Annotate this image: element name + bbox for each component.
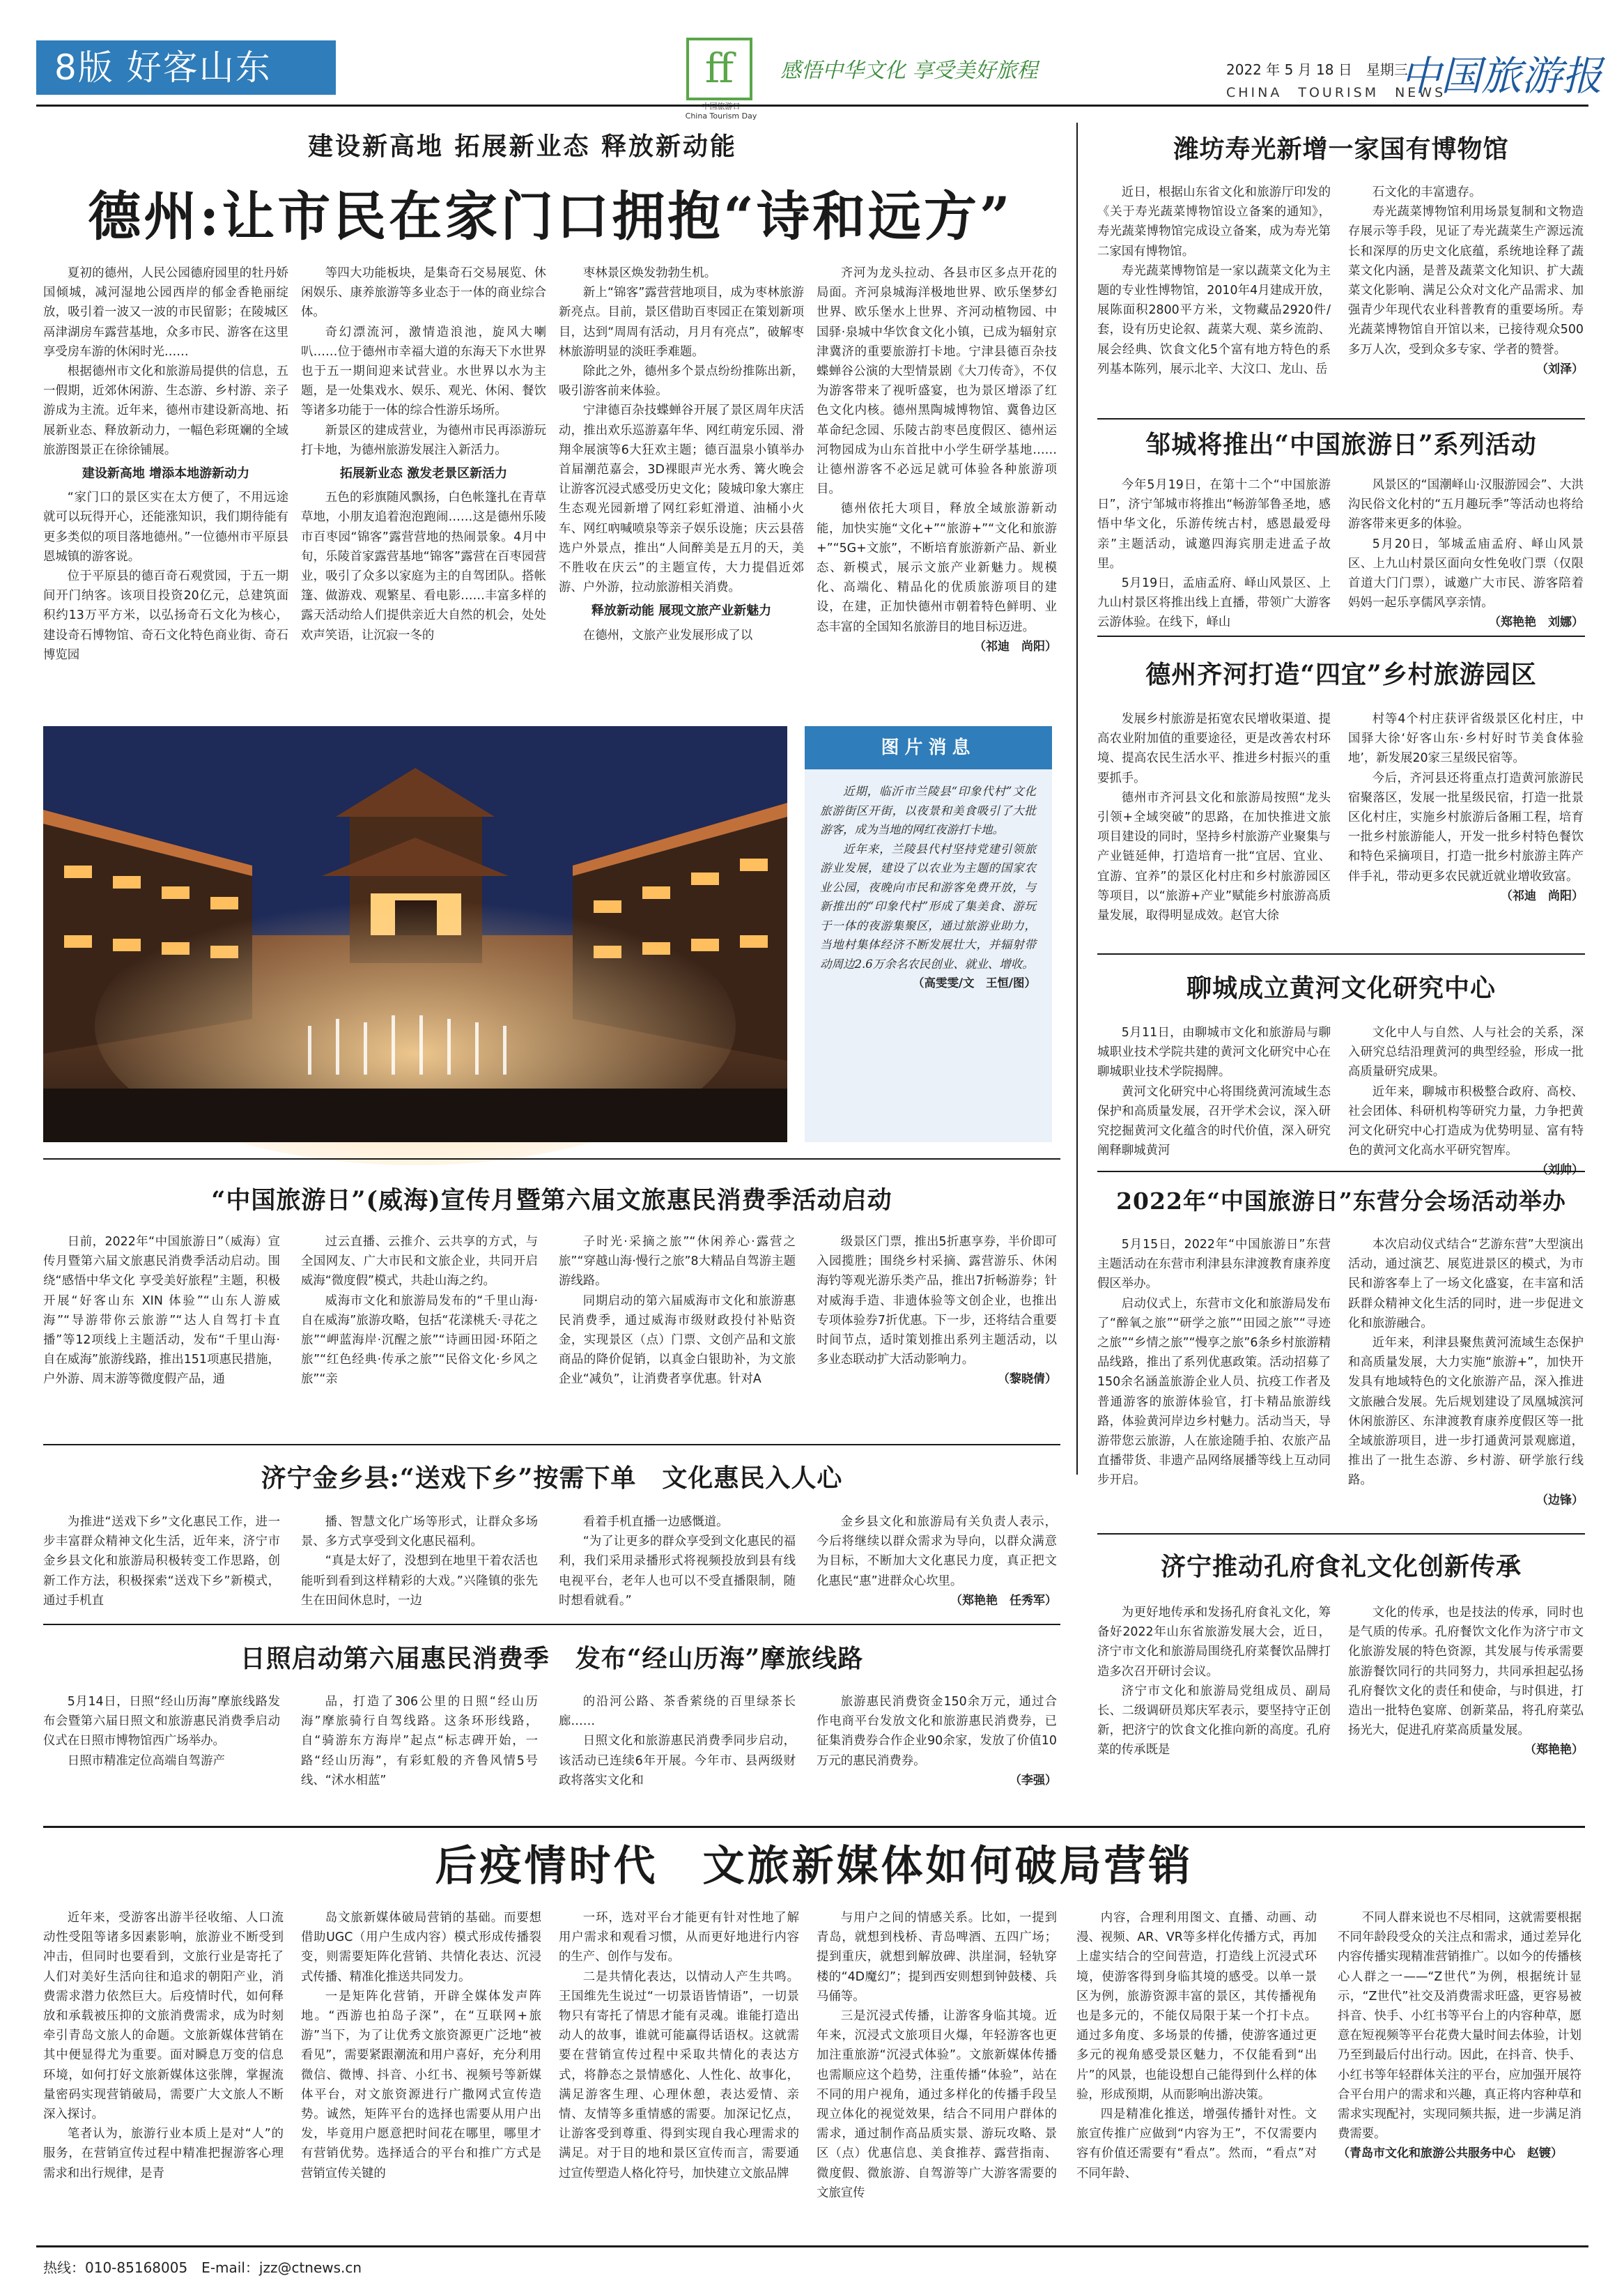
rizhao-col-3 [559, 1692, 796, 1797]
media-col-4 [817, 1908, 1057, 2236]
section-rule [1097, 953, 1585, 955]
paragraph: 为更好地传承和发扬孔府食礼文化，筹备好2022年山东省旅游发展大会，近日，济宁市文化和旅游局围绕孔府菜餐饮品牌打造多次召开研讨会议。 [1097, 1606, 1331, 1679]
qihe-col-1 [1097, 709, 1331, 946]
section-rule [1097, 1533, 1585, 1535]
paragraph: 德州依托大项目，释放全域旅游新动能，加快实施“文化+”“旅游+”“文化和旅游+”“5G+文旅”，不断培育旅游新产品、新业态、新模式，展示文旅产业新魅力。规模化、高端化、精品化的优质旅游项目的建设，在建，正加快德州市朝着特色鲜明、业态丰富的全国知名旅游目的地目标迈进。 [817, 502, 1057, 634]
rizhao-headline: 日照启动第六届惠民消费季 发布“经山历海”摩旅线路 [240, 1644, 864, 1673]
paragraph: 本次启动仪式结合“艺游东营”大型演出活动，通过演艺、展览进景区的模式，为市民和游客奉上了一场文化盛宴，在丰富和活跃群众精神文化生活的同时，进一步促进文化和旅游融合。 [1348, 1238, 1584, 1330]
weihai-col-3 [559, 1232, 796, 1434]
paragraph: 不同人群来说也不尽相同，这就需要根据不同年龄段受众的关注点和需求，通过差异化内容传播实现精准营销推广。以如今的传播核心人群之一——“Z世代”为例，根据统计显示，“Z世代”社交及消费需求旺盛，更容易被抖音、快手、小红书等平台上的内容种草，愿意在短视频等平台花费大量时间去体验，计划乃至到最后付出行动。因此，在抖音、快手、小红书等年轻群体关注的平台，应加强开展符合平台用户的需求和兴趣，真正将内容种草和需求实现配衬，实现同频共振，进一步满足消费需要。 [1338, 1911, 1582, 2142]
paragraph: 黄河文化研究中心将围绕黄河流域生态保护和高质量发展，召开学术会议，深入研究挖掘黄河文化蕴含的时代价值，深入研究阐释聊城黄河 [1097, 1084, 1331, 1158]
media-col-5 [1076, 1908, 1317, 2236]
paragraph: 齐河为龙头拉动、各县市区多点开花的局面。齐河泉城海洋极地世界、欧乐堡梦幻世界、欧乐堡水上世界、齐河动植物园、中国驿·泉城中华饮食文化小镇，已成为辐射京津冀济的重要旅游打卡地。宁津县德百杂技蝶蝉谷公演的大型情景剧《大刀传奇》，不仅为游客带来了视听盛宴，也为景区增添了红色文化内核。德州黑陶城博物馆、冀鲁边区革命纪念园、乐陵古韵枣邑度假区、德州运河物园成为山东首批中小学生研学基地……让德州游客不必远足就可体验各种旅游项目。 [817, 266, 1057, 497]
paragraph: 一环，选对平台才能更有针对性地了解用户需求和观看习惯，从而更好地进行内容的生产、创作与发布。 [559, 1911, 799, 1965]
photo-byline: （高雯雯/文 王恒/图） [912, 976, 1036, 990]
byline: （郑艳艳） [1524, 1743, 1584, 1758]
paragraph: 过云直播、云推介、云共享的方式，与全国网友、广大市民和文旅企业，共同开启威海“微度假”模式，共赴山海之约。 [301, 1235, 538, 1289]
liaocheng-headline: 聊城成立黄河文化研究中心 [1186, 974, 1496, 1003]
paragraph: 的沿河公路、茶香萦绕的百里绿茶长廊…… [559, 1695, 796, 1729]
paragraph: 宁津德百杂技蝶蝉谷开展了景区周年庆活动，推出欢乐巡游嘉年华、网红萌宠乐园、滑翔伞展演等6大狂欢主题；德百温泉小镇举办首届潮范嘉会，3D裸眼声光水秀、篝火晚会让游客沉浸式感受历史文化；陵城印象大寨庄生态观光园新增了网红彩虹滑道、油桶小火车、网红吶喊喷泉等亲子娱乐设施；庆云县蓓选户外景点，推出“人间醉美是五月的天，美不胜收在庆云”的主题宣传，大力提倡近郊游、户外游，拉动旅游相关消费。 [559, 403, 804, 595]
paragraph: 旅游惠民消费资金150余万元，通过合作电商平台发放文化和旅游惠民消费券，已征集消费券合作企业90余家，发放了价值10万元的惠民消费券。 [817, 1695, 1057, 1768]
paragraph: 同期启动的第六届威海市文化和旅游惠民消费季，通过威海市级财政投付补贴资金，实现景区（点）门票、文创产品和文旅商品的降价促销，以真金白银助补，为文旅企业“减负”，让消费者享优惠。针对A [559, 1293, 796, 1387]
paragraph: 启动仪式上，东营市文化和旅游局发布了“醉氧之旅”“研学之旅”“田园之旅”“寻迹之旅”“乡情之旅”“慢享之旅”6条乡村旅游精品线路，推出了系列优惠政策。活动招募了150余名涵盖旅游企业人员、抗疫工作者及普通游客的旅游体验官，打卡精品旅游线路，体验黄河岸边乡村魅力。活动当天，导游带您云旅游，人在旅途随手拍、农旅产品直播带货、非遗产品网络展播等线上互动同步开启。 [1097, 1296, 1331, 1488]
paragraph: 石文化的丰富遗存。 [1372, 185, 1482, 199]
paragraph: 威海市文化和旅游局发布的“千里山海·自在威海”旅游攻略，包括“花漾桃夭·寻花之旅”“岬蓝海岸·沉醒之旅”“诗画田园·环陌之旅”“红色经典·传承之旅”“民俗文化·乡风之旅”“亲 [301, 1293, 538, 1387]
weihai-col-1 [43, 1232, 280, 1434]
paragraph: 日照市精准定位高端自驾游产 [67, 1753, 225, 1768]
paragraph: 枣林景区焕发勃勃生机。 [582, 266, 717, 280]
paragraph: 近年来，聊城市积极整合政府、高校、社会团体、科研机构等研究力量，力争把黄河文化研究中心打造成为优势明显、富有特色的黄河文化高水平研究智库。 [1348, 1084, 1584, 1158]
paragraph: 内容，合理利用图文、直播、动画、动漫、视频、AR、VR等多样化传播方式，再加上虚实结合的空间营造，打造线上沉浸式环境，使游客得到身临其境的感受。以单一景区为例，旅游资源丰富的景区，其传播视角也是多元的，不能仅局限于某一个打卡点。通过多角度、多场景的传播，使游客通过更多元的视角感受景区魅力，不仅能看到“出片”的风景，也能设想自己能得到什么样的体验，形成预期，从而影响出游决策。 [1076, 1911, 1317, 2102]
paragraph: “为了让更多的群众享受到文化惠民的福利，我们采用录播形式将视频投放到县有线电视平台，老年人也可以不受直播限制，随时想看就看。” [559, 1535, 796, 1608]
rizhao-col-1 [43, 1692, 280, 1797]
caption-paragraph: 近年来，兰陵县代村坚持党建引领旅游业发展，建设了以农业为主题的国家农业公园，夜晚向市民和游客免费开放，与新推出的“印象代村”形成了集美食、游玩于一体的夜游集聚区，通过旅游业助力，当地村集体经济不断发展壮大，并辐射带动周边2.6万余名农民创业、就业、增收。 [820, 842, 1036, 971]
paragraph: 村等4个村庄获评省级景区化村庄，中国驿大徐‘好客山东·乡村好时节美食体验地’，新发展20家三星级民宿等。 [1348, 712, 1584, 766]
paragraph: 一是矩阵化营销，开辟全媒体发声阵地。“西游也拍岛子深”，在“互联网+旅游”当下，为了让优秀文旅资源更广泛地“被看见”，需要紧跟潮流和用户喜好，充分利用微信、微博、抖音、小红书、视频号等新媒体平台，对文旅资源进行广撒网式宣传造势。诚然，矩阵平台的选择也需要从用户出发，毕竟用户愿意把时间花在哪里，哪里才有营销优势。选择适合的平台和推广方式是营销宣传关键的 [301, 1989, 541, 2181]
photo-news-tag: 图片消息 [805, 726, 1052, 769]
paragraph: 金乡县文化和旅游局有关负责人表示，今后将继续以群众需求为导向，以群众满意为目标，不断加大文化惠民力度，真正把文化惠民“惠”进群众心坎里。 [817, 1515, 1057, 1588]
rizhao-col-4 [817, 1692, 1057, 1797]
paragraph: 发展乡村旅游是拓宽农民增收渠道、提高农业附加值的重要途径，更是改善农村环境、提高农民生活水平、推进乡村振兴的重要抓手。 [1097, 712, 1331, 785]
paragraph: 近日，根据山东省文化和旅游厅印发的《关于寿光蔬菜博物馆设立备案的通知》，寿光蔬菜博物馆完成设立备案，成为寿光第二家国有博物馆。 [1097, 185, 1331, 259]
lead-headline: 德州:让市民在家门口拥抱“诗和远方” [88, 185, 1013, 247]
weihai-headline: “中国旅游日”(威海)宣传月暨第六届文旅惠民消费季活动启动 [211, 1186, 892, 1215]
dongying-headline: 2022年“中国旅游日”东营分会场活动举办 [1116, 1187, 1566, 1215]
media-col-1 [43, 1908, 284, 2236]
lead-kicker: 建设新高地 拓展新业态 释放新动能 [307, 132, 738, 161]
jinxiang-col-3 [559, 1512, 796, 1617]
jinxiang-col-4 [817, 1512, 1057, 1617]
paragraph: 今后，齐河县还将重点打造黄河旅游民宿聚落区，发展一批星级民宿，打造一批景区化村庄，实施乡村旅游后备厢工程，培育一批乡村旅游能人，开发一批乡村特色餐饮和特色采摘项目，打造一批乡村旅游主阵产伴手礼，带动更多农民就近就业增收致富。 [1348, 771, 1584, 884]
paragraph: 奇幻漂流河，激情造浪池，旋风大喇叭……位于德州市幸福大道的东海天下水世界也于五一期间迎来试营业。水世界以水为主题，是一处集戏水、娱乐、观光、休闲、餐饮等诸多功能于一体的综合性游乐场所。 [301, 325, 546, 418]
footer-rule [36, 2245, 1588, 2247]
paragraph: 寿光蔬菜博物馆是一家以蔬菜文化为主题的专业性博物馆，2010年4月建成开放，展陈面积2800平方米，文物藏品2920件/套，设有历史论叙、蔬菜大观、菜乡流韵、展会经典、饮食文化5个富有地方特色的系列基本陈列，展示北辛、大汶口、龙山、岳 [1097, 263, 1331, 376]
zoucheng-col-1 [1097, 475, 1331, 630]
section-rule [1097, 1171, 1585, 1172]
paragraph: 子时光·采摘之旅”“休闲养心·露营之旅”“穿越山海·慢行之旅”8大精品自驾游主题游线路。 [559, 1235, 796, 1289]
section-rule [1097, 636, 1585, 637]
paper-english-name: CHINA TOURISM NEWS [1226, 85, 1446, 100]
lead-column-4 [817, 263, 1057, 702]
jinxiang-col-2 [301, 1512, 538, 1617]
lead-column-1 [43, 263, 288, 702]
weifang-headline: 潍坊寿光新增一家国有博物馆 [1173, 134, 1509, 164]
media-col-2 [301, 1908, 541, 2236]
rizhao-col-2 [301, 1692, 538, 1797]
paragraph: 播、智慧文化广场等形式，让群众多场景、多方式享受到文化惠民福利。 [301, 1515, 538, 1549]
column-divider [1076, 123, 1078, 1475]
paragraph: 近年来，利津县聚焦黄河流域生态保护和高质量发展，大力实施“旅游+”，加快开发具有地域特色的文化旅游产品，深入推进文旅融合发展。先后规划建设了凤凰城滨河休闲旅游区、东津渡教育康养度假区等一批全域旅游项目，进一步打通黄河景观廊道，推出了一批生态游、乡村游、研学旅行线路。 [1348, 1336, 1584, 1488]
byline: （祁迪 尚阳） [1501, 889, 1584, 903]
paragraph: 5月14日，日照“经山历海”摩旅线路发布会暨第六届日照文和旅游惠民消费季启动仪式在日照市博物馆西广场举办。 [43, 1695, 280, 1748]
subheading: 建设新高地 增添本地游新动力 [82, 466, 250, 482]
paragraph: 5月11日，由聊城市文化和旅游局与聊城职业技术学院共建的黄河文化研究中心在聊城职业技术学院揭牌。 [1097, 1026, 1331, 1079]
paragraph: 为推进“送戏下乡”文化惠民工作，进一步丰富群众精神文化生活，近年来，济宁市金乡县文化和旅游局积极转变工作思路，创新工作方法，积极探索“送戏下乡”新模式，通过手机直 [43, 1515, 280, 1608]
slogan: 感悟中华文化 享受美好旅程 [780, 59, 1038, 83]
byline: （青岛市文化和旅游公共服务中心 赵镀） [1338, 2146, 1563, 2161]
liaocheng-col-2 [1348, 1023, 1584, 1162]
paragraph: 在德州，文旅产业发展形成了以 [582, 628, 753, 643]
byline: （刘泽） [1536, 362, 1584, 376]
lead-column-2 [301, 263, 546, 702]
paragraph: 新景区的建成营业，为德州市民再添游玩打卡地，为德州旅游发展注入新活力。 [301, 423, 546, 457]
paragraph: 寿光蔬菜博物馆利用场景复制和文物造存展示等手段，见证了寿光蔬菜生产源远流长和深厚的历史文化底蕴，系统地诠释了蔬菜文化内涵，是普及蔬菜文化知识、扩大蔬菜文化影响、满足公众对文化产品需求、加强青少年现代农业科普教育的重要场所。寿光蔬菜博物馆自开馆以来，已接待观众500多万人次，受到众多专家、学者的赞誉。 [1348, 205, 1584, 357]
dongying-col-2 [1348, 1235, 1584, 1507]
paragraph: 5月19日，孟庙孟府、峄山风景区、上九山村景区将推出线上直播，带领广大游客云游体验。在线下，峄山 [1097, 576, 1331, 630]
weifang-col-1 [1097, 183, 1331, 420]
photo-illustration [43, 726, 787, 1142]
paragraph: 5月15日，2022年“中国旅游日”东营主题活动在东营市利津县东津渡教育康养度假区举办。 [1097, 1238, 1331, 1291]
night-street-photo [43, 726, 787, 1142]
weihai-col-4 [817, 1232, 1057, 1434]
paragraph: 等四大功能板块，是集奇石交易展览、休闲娱乐、康养旅游等多业态于一体的商业综合体。 [301, 266, 546, 320]
kongfu-col-1 [1097, 1603, 1331, 1812]
paragraph: 风景区的“国潮峄山·汉服游园会”、大洪沟民俗文化村的“五月趣玩季”等活动也将给游客带来更多的体验。 [1348, 478, 1584, 532]
paragraph: 5月20日，邹城孟庙孟府、峄山风景区、上九山村景区面向女性免收门票（仅限首道大门门票），诚邀广大市民、游客陪着妈妈一起乐享儒风享亲情。 [1348, 537, 1584, 610]
qihe-col-2 [1348, 709, 1584, 946]
subheading: 释放新动能 展现文旅产业新魅力 [591, 604, 772, 619]
jinxiang-headline: 济宁金乡县:“送戏下乡”按需下单 文化惠民入人心 [261, 1463, 843, 1493]
media-headline: 后疫情时代 文旅新媒体如何破局营销 [435, 1842, 1193, 1891]
paragraph: 日前，2022年“中国旅游日”（威海）宣传月暨第六届文旅惠民消费季活动启动。围绕“感悟中华文化 享受美好旅程”主题，积极开展“好客山东 XIN 体验”“山东人游威海”“导游带你云旅游”“达人自驾打卡直播”等12项线上主题活动，发布“千里山海·自在威海”旅游线路，推出151项惠民措施，户外游、周末游等微度假产品，通 [43, 1235, 280, 1387]
lead-column-3 [559, 263, 804, 702]
paragraph: 笔者认为，旅游行业本质上是对“人”的服务，在营销宣传过程中精准把握游客心理需求和出行规律，是青 [43, 2127, 284, 2181]
media-col-6 [1338, 1908, 1582, 2236]
paragraph: 二是共情化表达，以情动人产生共鸣。王国维先生说过“一切景语皆情语”，一切景物只有寄托了情思才能有灵魂。谁能打造出动人的故事，谁就可能赢得话语权。这就需要在营销宣传过程中采取共情化的表达方式，将静态之景情感化、人性化、故事化，满足游客生理、心理休憩，表达爱情、亲情、友情等多重情感的需要。加深记忆点，让游客受到尊重、得到实现自我心理需求的满足。对于目的地和景区宣传而言，需要通过宣传塑造人格化符号，加快建立文旅品牌 [559, 1969, 799, 2181]
paragraph: 三是沉浸式传播，让游客身临其境。近年来，沉浸式文旅项目火爆，年轻游客也更加注重旅游“沉浸式体验”。文旅新媒体传播也需顺应这个趋势，注重传播“体验”，站在不同的用户视角，通过多样化的传播手段呈现立体化的视觉效果，结合不同用户群体的需求，通过制作高品质实景、游玩攻略、景区（点）优惠信息、美食推荐、露营指南、微度假、微旅游、自驾游等广大游客需要的文旅宣传 [817, 2009, 1057, 2200]
paragraph: 品，打造了306公里的日照“经山历海”摩旅骑行自驾线路。这条环形线路，自“骑游东方海岸”起点“标志碑开始，一路“经山历海”，有彩虹般的齐鲁风情5号线、“沭水相蓝” [301, 1695, 538, 1788]
zoucheng-col-2 [1348, 475, 1584, 630]
kongfu-headline: 济宁推动孔府食礼文化创新传承 [1160, 1552, 1522, 1581]
paragraph: 位于平原县的德百奇石观赏园，于五一期间开门纳客。该项目投资20亿元，总建筑面积约13万平方米，以弘扬奇石文化为核心，建设奇石博物馆、奇石文化特色商业街、奇石博览园 [43, 569, 288, 662]
byline: （祁迪 尚阳） [974, 639, 1057, 654]
weihai-col-2 [301, 1232, 538, 1434]
paragraph: 文化的传承，也是技法的传承，同时也是气质的传承。孔府餐饮文化作为济宁市文化旅游发展的特色资源，其发展与传承需要旅游餐饮同行的共同努力，共同承担起弘扬孔府餐饮文化的责任和使命，与时俱进，打造出一批特色宴席、创新菜品，将孔府菜弘扬光大，促进孔府菜高质量发展。 [1348, 1606, 1584, 1738]
caption-paragraph: 近期，临沂市兰陵县“印象代村”文化旅游街区开街，以夜景和美食吸引了大批游客，成为当地的网红夜游打卡地。 [820, 785, 1036, 836]
paragraph: 日照文化和旅游惠民消费季同步启动，该活动已连续6年开展。今年市、县两级财政将落实文化和 [559, 1734, 796, 1788]
paragraph: “家门口的景区实在太方便了，不用远途就可以玩得开心，还能涨知识，我们期待能有更多类似的项目落地德州。”一位德州市平原县恩城镇的游客说。 [43, 491, 288, 564]
paragraph: 与用户之间的情感关系。比如，一提到青岛，就想到栈桥、青岛啤酒、五四广场；提到重庆，就想到解放碑、洪崖洞，轻轨穿楼的“4D魔幻”；提到西安则想到钟鼓楼、兵马俑等。 [817, 1911, 1057, 2004]
footer-contact: 热线：010-85168005 E-mail：jzz@ctnews.cn [43, 2259, 362, 2276]
paragraph: 夏初的德州，人民公园德府园里的牡丹娇国倾城，减河湿地公园西岸的郁金香艳丽绽放，吸引着一波又一波的市民留影；在陵城区鬲津湖房车露营基地，众多市民、游客在这里享受房车游的休闲时光…… [43, 266, 288, 359]
paragraph: 五色的彩旗随风飘扬，白色帐篷扎在青草草地，小朋友追着泡泡跑闹……这是德州乐陵市百枣园“锦客”露营营地的热闹景象。4月中旬，乐陵首家露营基地“锦客”露营在百枣园营业，吸引了众多以家庭为主的自驾团队。搭帐篷、做游戏、观繁星、看电影……丰富多样的露天活动给人们提供亲近大自然的机会，处处欢声笑语，让沉寂一冬的 [301, 491, 546, 643]
liaocheng-col-1 [1097, 1023, 1331, 1162]
paragraph: 四是精准化推送，增强传播针对性。文旅宣传推广应做到“内容为王”，不仅需要内容有价值还需要有“看点”。然而，“看点”对不同年龄、 [1076, 2107, 1317, 2181]
paragraph: 济宁市文化和旅游局党组成员、副局长、二级调研员郑庆军表示，要坚持守正创新，把济宁的饮食文化推向新的高度。孔府菜的传承既是 [1097, 1684, 1331, 1758]
paragraph: 文化中人与自然、人与社会的关系，深入研究总结沿理黄河的典型经验，形成一批高质量研究成果。 [1348, 1026, 1584, 1079]
paragraph: 看着手机直播一边感慨道。 [582, 1515, 729, 1529]
issue-date: 2022 年 5 月 18 日 星期三 [1226, 61, 1408, 78]
section-rule [1097, 418, 1585, 420]
byline: （郑艳艳 刘娜） [1489, 615, 1584, 630]
jinxiang-col-1 [43, 1512, 280, 1617]
byline: （边锋） [1536, 1493, 1584, 1507]
tourism-day-logo-icon: ff [686, 38, 752, 100]
paragraph: 德州市齐河县文化和旅游局按照“龙头引领+全域突破”的思路，在加快推进文旅项目建设的同时，坚持乡村旅游产业聚集与产业链延伸，打造培育一批“宜居、宜业、宜游、宜养”的景区化村庄和乡村旅游园区等项目，以“旅游+产业”赋能乡村旅游高质量发展，取得明显成效。赵官大徐 [1097, 790, 1331, 923]
byline: （郑艳艳 任秀军） [950, 1593, 1057, 1608]
photo-caption [820, 782, 1036, 993]
masthead: 中国旅游报 [1400, 52, 1603, 100]
weifang-col-2 [1348, 183, 1584, 420]
section-rule [43, 1826, 1585, 1828]
paragraph: 级景区门票，推出5折惠享券，半价即可入园揽胜；围绕乡村采摘、露营游乐、休闲海钓等观光游乐类产品，推出7折畅游券；针对威海手造、非遗体验等文创企业，也推出专项体验券7折优惠。下一步，还将结合重要时间节点，适时策划推出系列主题活动，以多业态联动扩大活动影响力。 [817, 1235, 1057, 1367]
logo-caption: China Tourism Day [685, 112, 757, 121]
paragraph: 岛文旅新媒体破局营销的基础。而要想借助UGC（用户生成内容）模式形成传播裂变，则需要矩阵化营销、共情化表达、沉浸式传播、精准化推送共同发力。 [301, 1911, 541, 1984]
edition-badge: 8版 好客山东 [36, 40, 336, 95]
paragraph: 除此之外，德州多个景点纷纷推陈出新，吸引游客前来体验。 [559, 364, 804, 399]
zoucheng-headline: 邹城将推出“中国旅游日”系列活动 [1145, 430, 1537, 459]
subheading: 拓展新业态 激发老景区新活力 [339, 466, 508, 482]
qihe-headline: 德州齐河打造“四宜”乡村旅游园区 [1145, 660, 1537, 689]
paragraph: 今年5月19日，在第十二个“中国旅游日”，济宁邹城市将推出“畅游邹鲁圣地，感悟中华文化，乐游传统古村，感恩最爱母亲”主题活动，诚邀四海宾朋走进孟子故里。 [1097, 478, 1331, 571]
dongying-col-1 [1097, 1235, 1331, 1500]
paragraph: 根据德州市文化和旅游局提供的信息，五一假期，近郊休闲游、生态游、乡村游、亲子游成为主流。近年来，德州市建设新高地、拓展新业态、释放新动力，一幅色彩斑斓的全域旅游图景正在徐徐铺展。 [43, 364, 288, 457]
media-col-3 [559, 1908, 799, 2236]
header-rule [36, 105, 1588, 107]
kongfu-col-2 [1348, 1603, 1584, 1812]
paragraph: “真是太好了，没想到在地里干着农活也能听到看到这样精彩的大戏。”兴隆镇的张先生在田间休息时，一边 [301, 1554, 538, 1608]
byline: （黎晓倩） [998, 1372, 1057, 1387]
section-rule [43, 1444, 1060, 1445]
paragraph: 新上“锦客”露营营地项目，成为枣林旅游新亮点。目前，景区借助百枣园正在策划新项目，达到“周周有活动，月月有亮点”，破解枣林旅游明显的淡旺季难题。 [559, 286, 804, 359]
section-rule [43, 1624, 1060, 1625]
section-rule [43, 1158, 1060, 1160]
byline: （李强） [1010, 1773, 1057, 1788]
paragraph: 近年来，受游客出游半径收缩、人口流动性受阻等诸多因素影响，旅游业不断受到冲击，但同时也要看到，文旅行业是寄托了人们对美好生活向往和追求的朝阳产业，消费需求潜力依然巨大。后疫情时代，如何释放和承载被压抑的文旅消费需求，成为时刻牵引青岛文旅人的命题。文旅新媒体营销在其中便显得尤为重要。面对瞬息万变的信息环境，如何打好文旅新媒体这张牌，掌握流量密码实现营销破局，需要广大文旅人不断深入探讨。 [43, 1911, 284, 2122]
